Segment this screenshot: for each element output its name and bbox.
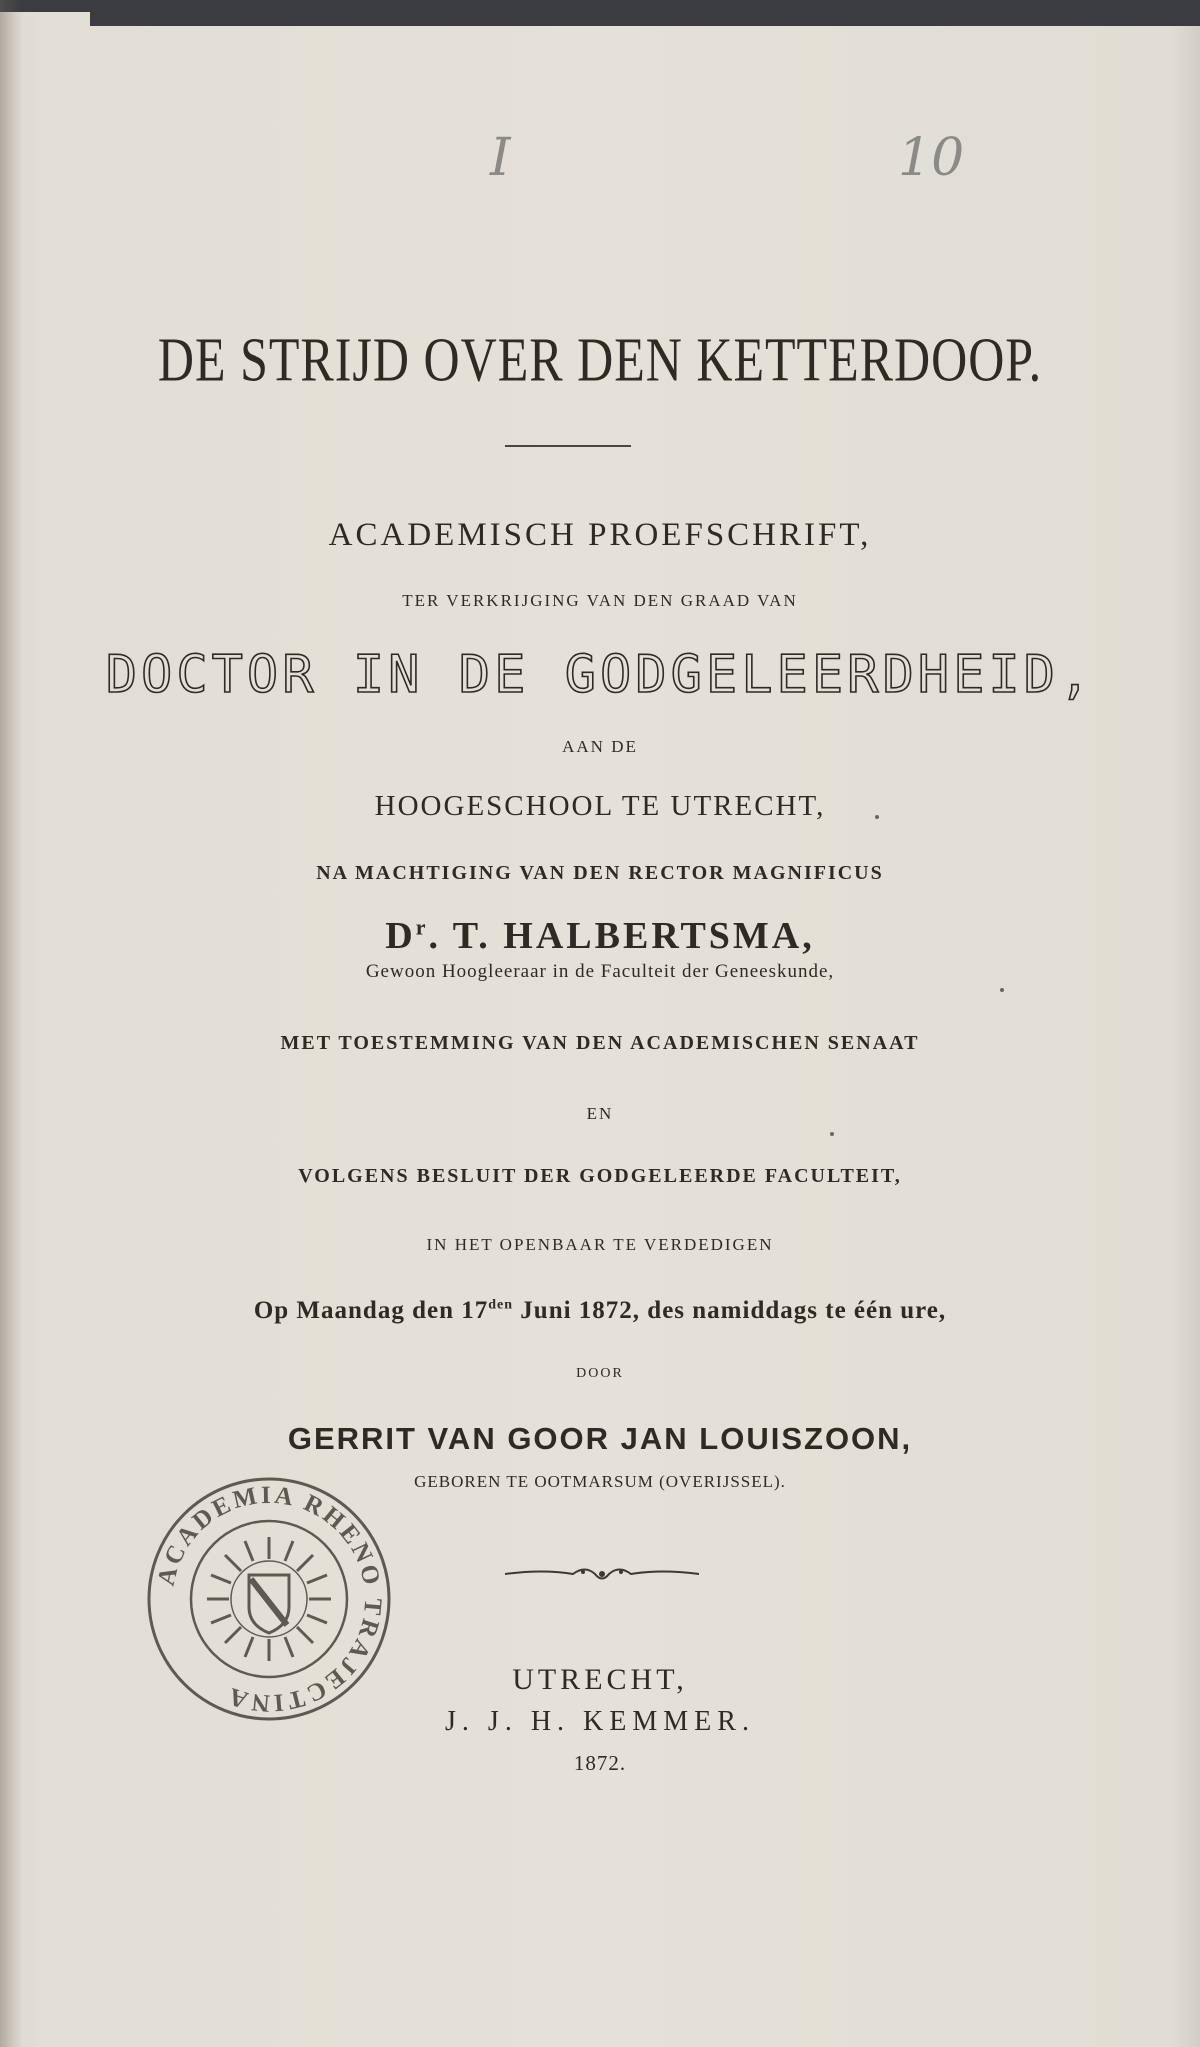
author-name: GERRIT VAN GOOR JAN LOUISZOON, xyxy=(287,1421,913,1456)
line-machtiging: NA MACHTIGING VAN DEN RECTOR MAGNIFICUS xyxy=(316,862,884,884)
line-verkrijging: TER VERKRIJGING VAN DEN GRAAD VAN xyxy=(402,591,798,610)
rector-prefix: D xyxy=(385,915,416,957)
line-aan-de: AAN DE xyxy=(562,737,638,756)
ornament-divider xyxy=(503,1563,701,1585)
date-before: Op Maandag den 17 xyxy=(253,1297,489,1324)
line-volgens: VOLGENS BESLUIT DER GODGELEERDE FACULTEIT, xyxy=(298,1165,902,1187)
rector-name: . T. HALBERTSMA, xyxy=(428,915,815,957)
paper-speck xyxy=(875,815,879,819)
imprint-year: 1872. xyxy=(573,1751,627,1775)
line-door: DOOR xyxy=(576,1366,624,1381)
line-doctor: DOCTOR IN DE GODGELEERDHEID, xyxy=(105,645,1095,705)
title-rule xyxy=(505,445,631,447)
author-birthplace: GEBOREN TE OOTMARSUM (OVERIJSSEL). xyxy=(414,1472,786,1491)
paper-speck xyxy=(1000,988,1004,992)
spine-shadow xyxy=(0,0,22,2047)
date-sup: den xyxy=(488,1297,514,1313)
handwritten-mark-left: I xyxy=(490,128,511,188)
line-en: EN xyxy=(586,1104,614,1123)
imprint-publisher: J. J. H. KEMMER. xyxy=(445,1706,755,1737)
rector-line xyxy=(0,914,1200,958)
imprint-city: UTRECHT, xyxy=(512,1663,688,1696)
subtitle: ACADEMISCH PROEFSCHRIFT, xyxy=(328,517,872,553)
date-after: Juni 1872, des namiddags te één ure, xyxy=(513,1297,947,1324)
handwritten-mark-right: 10 xyxy=(898,128,965,188)
line-hoogeschool: HOOGESCHOOL TE UTRECHT, xyxy=(374,790,826,822)
seal-text: ACADEMIA RHENO TRAJECTINA xyxy=(152,1481,387,1717)
scan-top-edge xyxy=(90,0,1200,26)
defense-date-line xyxy=(0,1297,1200,1325)
book-title: DE STRIJD OVER DEN KETTERDOOP. xyxy=(157,324,1043,394)
paper-speck xyxy=(830,1132,834,1136)
rector-sup: r xyxy=(415,914,429,940)
line-openbaar: IN HET OPENBAAR TE VERDEDIGEN xyxy=(426,1235,774,1254)
rector-title: Gewoon Hoogleeraar in de Faculteit der Geneeskunde, xyxy=(365,961,835,982)
line-toestemming: MET TOESTEMMING VAN DEN ACADEMISCHEN SENAAT xyxy=(280,1032,920,1054)
